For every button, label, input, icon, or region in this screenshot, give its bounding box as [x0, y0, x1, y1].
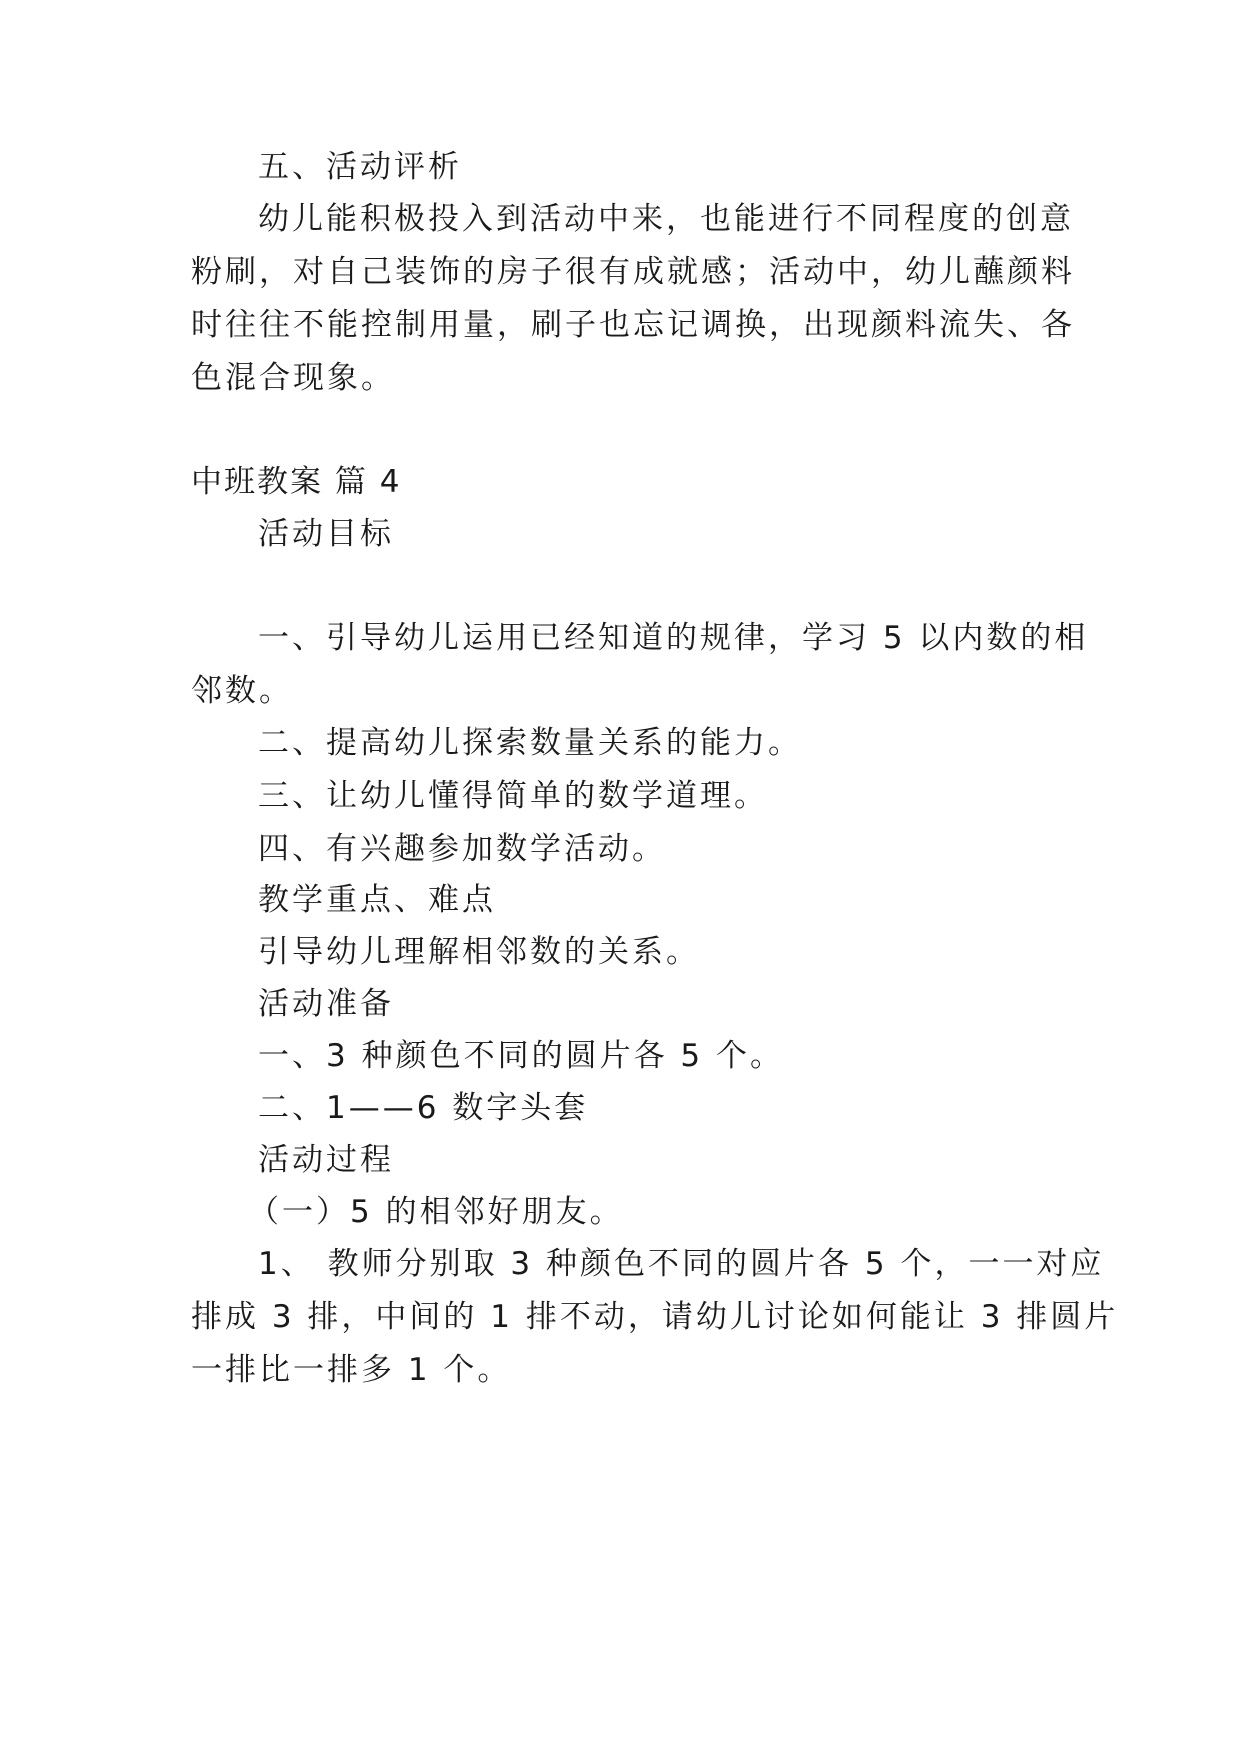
section-five-paragraph-line: 色混合现象。 — [191, 360, 395, 396]
section-five-paragraph-line: 粉刷，对自己装饰的房子很有成就感；活动中，幼儿蘸颜料 — [191, 254, 1075, 290]
section-five-paragraph-line: 幼儿能积极投入到活动中来，也能进行不同程度的创意 — [258, 201, 1074, 237]
goals-heading: 活动目标 — [258, 516, 394, 552]
preparation-heading: 活动准备 — [258, 986, 394, 1022]
key-points-text: 引导幼儿理解相邻数的关系。 — [258, 934, 700, 970]
process-step-line: 1、 教师分别取 3 种颜色不同的圆片各 5 个，一一对应 — [258, 1246, 1105, 1282]
section-five-paragraph-line: 时往往不能控制用量，刷子也忘记调换，出现颜料流失、各 — [191, 307, 1075, 343]
goal-item: 二、提高幼儿探索数量关系的能力。 — [258, 725, 802, 761]
goal-item: 四、有兴趣参加数学活动。 — [258, 831, 666, 867]
key-points-heading: 教学重点、难点 — [258, 882, 496, 918]
preparation-item: 二、1——6 数字头套 — [258, 1090, 589, 1126]
goal-item: 三、让幼儿懂得简单的数学道理。 — [258, 778, 768, 814]
preparation-item: 一、3 种颜色不同的圆片各 5 个。 — [258, 1038, 785, 1074]
section-five-heading: 五、活动评析 — [258, 149, 462, 185]
process-step-line: 排成 3 排，中间的 1 排不动，请幼儿讨论如何能让 3 排圆片 — [191, 1299, 1119, 1335]
goal-item-continuation: 邻数。 — [191, 673, 293, 709]
goal-item: 一、引导幼儿运用已经知道的规律，学习 5 以内数的相 — [258, 620, 1089, 656]
process-subheading: （一）5 的相邻好朋友。 — [248, 1194, 624, 1230]
process-step-line: 一排比一排多 1 个。 — [191, 1352, 512, 1388]
lesson-title: 中班教案 篇 4 — [191, 464, 402, 500]
process-heading: 活动过程 — [258, 1142, 394, 1178]
